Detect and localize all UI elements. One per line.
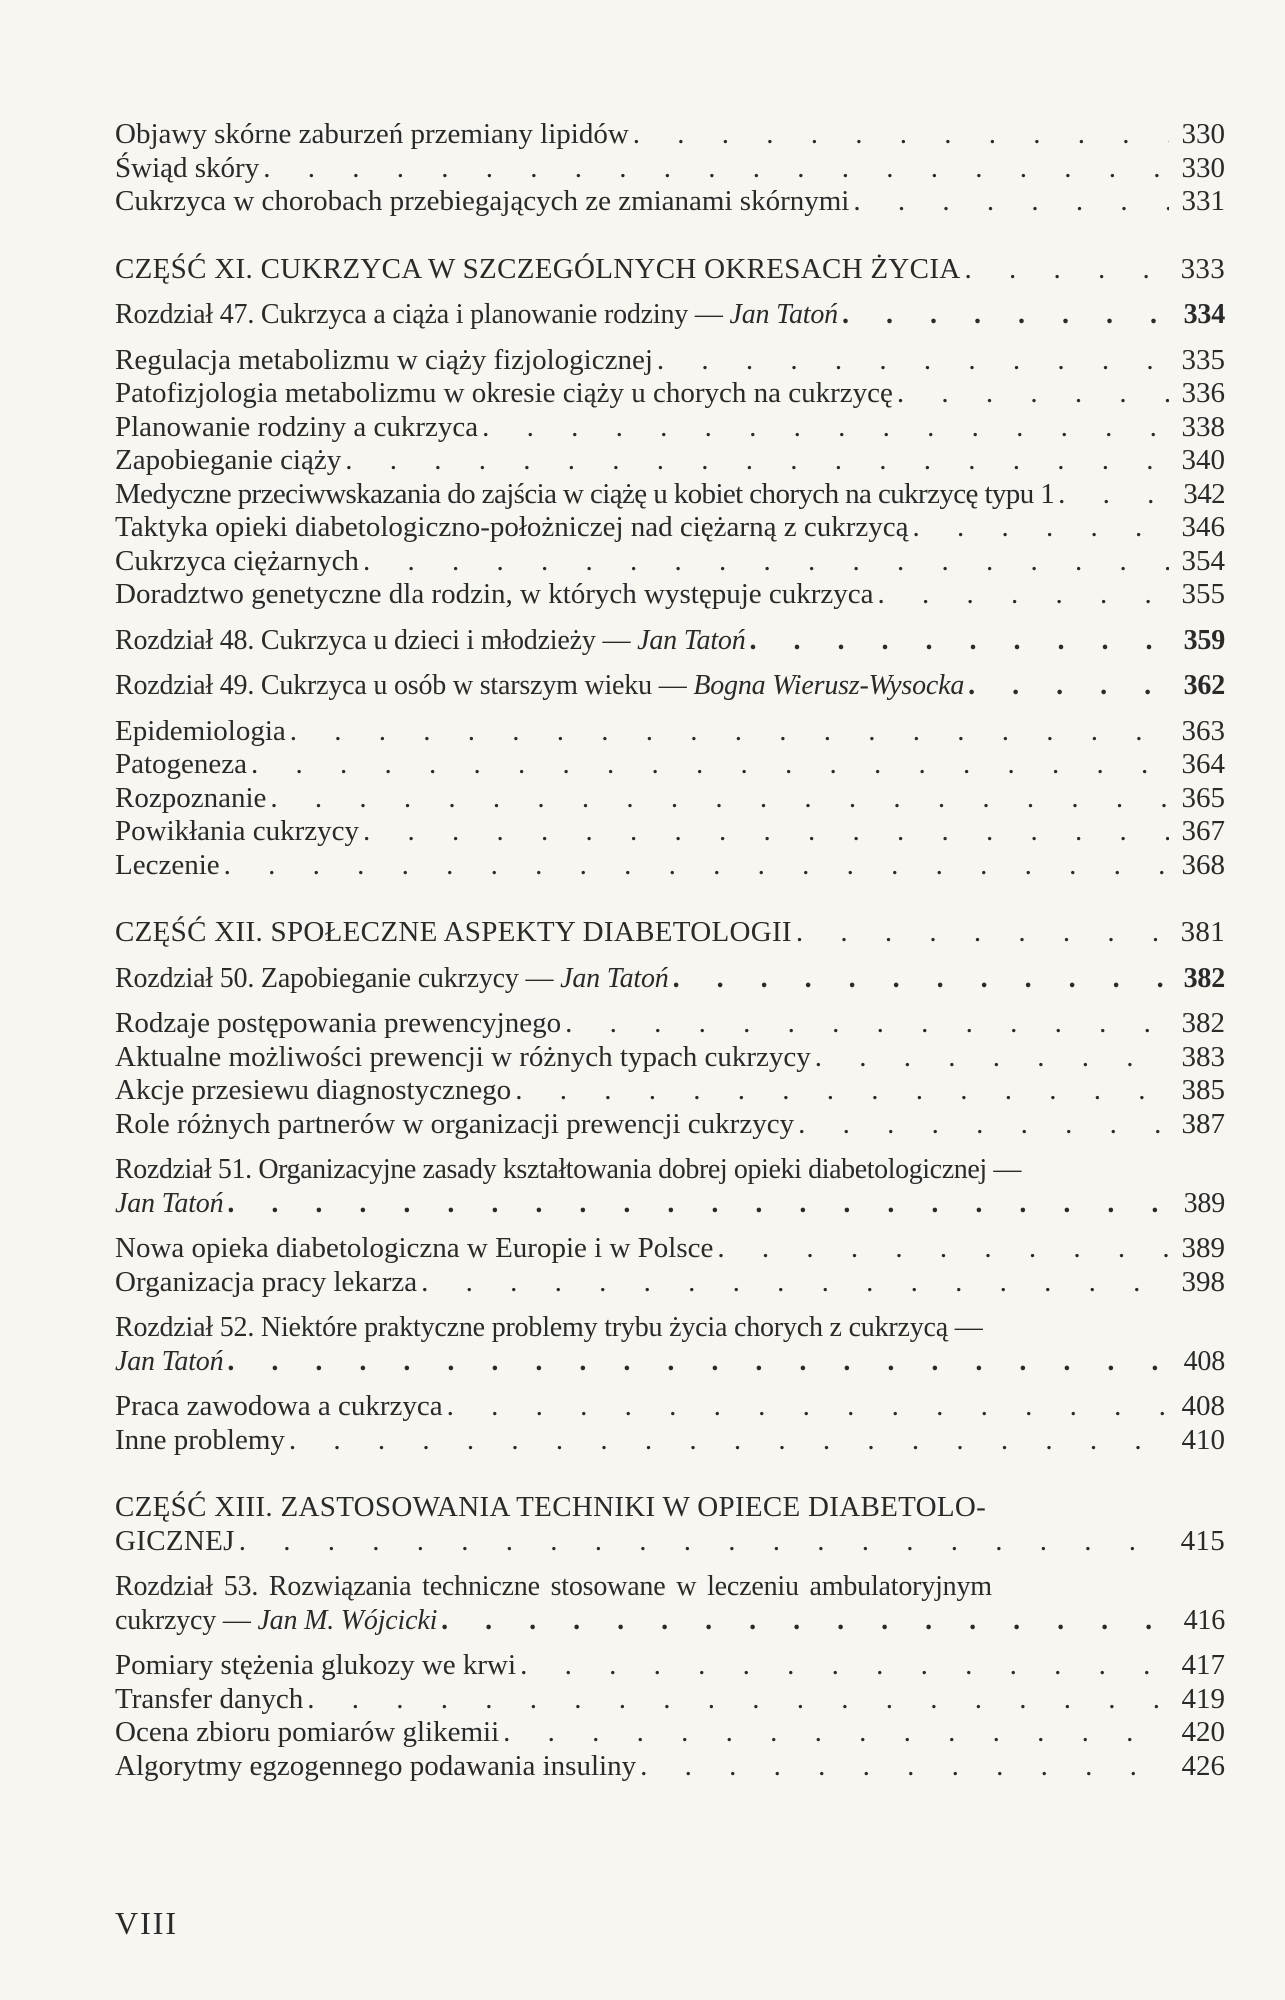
toc-entry [115, 1424, 1225, 1458]
entry-page: 346 [1181, 511, 1225, 543]
chapter-author: Bogna Wierusz-Wysocka [693, 670, 965, 701]
chapter-heading-cont [115, 1187, 1225, 1221]
entry-page: 368 [1181, 848, 1225, 881]
entry-page: 387 [1181, 1107, 1225, 1140]
chapter-heading [115, 1311, 1225, 1345]
entry-page: 367 [1181, 815, 1225, 847]
toc-entry [115, 715, 1225, 749]
toc-entry [115, 1041, 1225, 1075]
toc-entry [115, 344, 1225, 378]
toc-entry [115, 815, 1225, 849]
toc-entry [115, 444, 1225, 478]
part-title-cont: GICZNEJ [115, 1524, 235, 1557]
entry-title: Epidemiologia [115, 714, 286, 747]
toc-entry [115, 152, 1225, 186]
entry-page: 330 [1181, 151, 1225, 184]
part-title: CZĘŚĆ XIII. ZASTOSOWANIA TECHNIKI W OPIECE DIABETOLO- [115, 1491, 987, 1523]
chapter-author: Jan Tatoń [115, 1187, 224, 1219]
chapter-heading [115, 298, 1225, 332]
entry-title: Ocena zbioru pomiarów glikemii [115, 1716, 500, 1748]
part-title: CZĘŚĆ XII. SPOŁECZNE ASPEKTY DIABETOLOGII [115, 916, 792, 948]
toc-entry [115, 1108, 1225, 1142]
part-title: CZĘŚĆ XI. CUKRZYCA W SZCZEGÓLNYCH OKRESACH ŻYCIA [115, 252, 961, 285]
part-heading [115, 253, 1225, 287]
toc-entry [115, 478, 1225, 512]
entry-page: 408 [1181, 1390, 1225, 1422]
entry-page: 333 [1180, 252, 1225, 285]
toc-entry [115, 1683, 1225, 1717]
entry-title: Leczenie [115, 848, 220, 881]
page-number: VIII [115, 1905, 179, 1941]
part-heading [115, 1491, 1225, 1525]
entry-page: 338 [1181, 410, 1225, 443]
entry-page: 382 [1183, 962, 1225, 994]
entry-page: 382 [1181, 1007, 1225, 1039]
toc-entry [115, 578, 1225, 612]
chapter-title: Rozdział 53. Rozwiązania techniczne stosowane w leczeniu ambulatoryjnym [115, 1571, 992, 1602]
entry-page: 419 [1181, 1682, 1225, 1715]
entry-title: Pomiary stężenia glukozy we krwi [115, 1649, 517, 1681]
toc-entry [115, 1266, 1225, 1300]
chapter-title: Rozdział 49. Cukrzyca u osób w starszym wieku — Bogna Wierusz-Wysocka [115, 670, 965, 701]
entry-title: Organizacja pracy lekarza [115, 1265, 418, 1298]
entry-page: 408 [1183, 1345, 1225, 1377]
entry-page: 385 [1181, 1074, 1225, 1106]
chapter-heading [115, 962, 1225, 996]
entry-title: Transfer danych [115, 1682, 304, 1715]
entry-title: Taktyka opieki diabetologiczno-położniczej nad ciężarną z cukrzycą [115, 511, 909, 543]
chapter-heading [115, 1153, 1225, 1187]
entry-page: 340 [1181, 444, 1225, 476]
toc-entry [115, 748, 1225, 782]
chapter-heading [115, 669, 1225, 703]
toc-entry [115, 411, 1225, 445]
chapter-heading [115, 1570, 1225, 1604]
chapter-title: Rozdział 50. Zapobieganie cukrzycy — Jan Tatoń [115, 962, 669, 994]
chapter-author: Jan Tatoń [729, 299, 838, 330]
chapter-title-cont: cukrzycy — Jan M. Wójcicki [115, 1604, 438, 1636]
toc-entry [115, 1649, 1225, 1683]
chapter-heading [115, 624, 1225, 658]
entry-page: 417 [1181, 1649, 1225, 1681]
entry-title: Role różnych partnerów w organizacji prewencji cukrzycy [115, 1107, 795, 1140]
entry-page: 336 [1181, 377, 1225, 409]
entry-page: 381 [1180, 916, 1225, 948]
chapter-author: Jan M. Wójcicki [257, 1604, 438, 1636]
entry-page: 410 [1181, 1423, 1225, 1456]
toc-entry [115, 782, 1225, 816]
part-heading-cont [115, 1525, 1225, 1559]
entry-page: 342 [1183, 477, 1225, 510]
chapter-author: Jan Tatoń [115, 1345, 224, 1377]
toc-entry [115, 1232, 1225, 1266]
entry-page: 335 [1181, 343, 1225, 376]
chapter-title: Rozdział 48. Cukrzyca u dzieci i młodzieży — Jan Tatoń [115, 624, 746, 656]
toc-entry [115, 1716, 1225, 1750]
toc-entry [115, 1007, 1225, 1041]
entry-title: Patofizjologia metabolizmu w okresie ciąży u chorych na cukrzycę [115, 377, 893, 409]
entry-page: 398 [1181, 1265, 1225, 1298]
toc-entry [115, 377, 1225, 411]
entry-title: Rozpoznanie [115, 781, 267, 814]
toc-entry [115, 1750, 1225, 1784]
chapter-heading-cont [115, 1604, 1225, 1638]
toc-entry [115, 1074, 1225, 1108]
toc-entry [115, 1390, 1225, 1424]
entry-title: Aktualne możliwości prewencji w różnych typach cukrzycy [115, 1040, 811, 1073]
entry-title: Świąd skóry [115, 151, 260, 184]
toc-entry [115, 118, 1225, 152]
toc-entry [115, 511, 1225, 545]
toc-entry [115, 185, 1225, 219]
toc-entry [115, 849, 1225, 883]
entry-title: Akcje przesiewu diagnostycznego [115, 1074, 512, 1106]
entry-title: Nowa opieka diabetologiczna w Europie i w Polsce [115, 1232, 714, 1264]
entry-page: 362 [1183, 670, 1225, 701]
toc-entry [115, 545, 1225, 579]
entry-page: 330 [1181, 118, 1225, 150]
entry-title: Zapobieganie ciąży [115, 444, 342, 476]
entry-page: 354 [1181, 544, 1225, 577]
entry-page: 355 [1181, 578, 1225, 610]
entry-page: 415 [1180, 1524, 1225, 1557]
entry-title: Regulacja metabolizmu w ciąży fizjologicznej [115, 343, 653, 376]
chapter-title: Rozdział 52. Niektóre praktyczne problemy trybu życia chorych z cukrzycą — [115, 1312, 983, 1343]
entry-title: Medyczne przeciwwskazania do zajścia w ciążę u kobiet chorych na cukrzycę typu 1 [115, 477, 1055, 510]
entry-page: 334 [1183, 299, 1225, 330]
chapter-author: Jan Tatoń [560, 962, 669, 994]
chapter-heading-cont [115, 1345, 1225, 1379]
entry-page: 331 [1181, 185, 1225, 217]
entry-page: 389 [1181, 1232, 1225, 1264]
entry-page: 389 [1183, 1187, 1225, 1219]
chapter-author: Jan Tatoń [637, 624, 746, 656]
entry-title: Algorytmy egzogennego podawania insuliny [115, 1749, 637, 1782]
entry-page: 416 [1183, 1604, 1225, 1636]
table-of-contents [115, 118, 1225, 1783]
entry-title: Doradztwo genetyczne dla rodzin, w których występuje cukrzyca [115, 578, 874, 610]
entry-title: Objawy skórne zaburzeń przemiany lipidów [115, 118, 629, 150]
entry-title: Cukrzyca ciężarnych [115, 544, 359, 577]
entry-page: 363 [1181, 714, 1225, 747]
entry-title: Cukrzyca w chorobach przebiegających ze zmianami skórnymi [115, 185, 850, 217]
entry-page: 364 [1181, 748, 1225, 780]
entry-page: 365 [1181, 781, 1225, 814]
entry-page: 420 [1181, 1716, 1225, 1748]
entry-page: 426 [1181, 1749, 1225, 1782]
chapter-title: Rozdział 51. Organizacyjne zasady kształtowania dobrej opieki diabetologicznej — [115, 1154, 1021, 1185]
entry-title: Rodzaje postępowania prewencyjnego [115, 1007, 562, 1039]
entry-title: Planowanie rodziny a cukrzyca [115, 410, 479, 443]
entry-title: Patogeneza [115, 748, 248, 780]
entry-page: 359 [1183, 624, 1225, 656]
entry-title: Inne problemy [115, 1423, 285, 1456]
entry-title: Powikłania cukrzycy [115, 815, 360, 847]
entry-page: 383 [1181, 1040, 1225, 1073]
chapter-title: Rozdział 47. Cukrzyca a ciąża i planowanie rodziny — Jan Tatoń [115, 299, 838, 330]
entry-title: Praca zawodowa a cukrzyca [115, 1390, 443, 1422]
part-heading [115, 916, 1225, 950]
